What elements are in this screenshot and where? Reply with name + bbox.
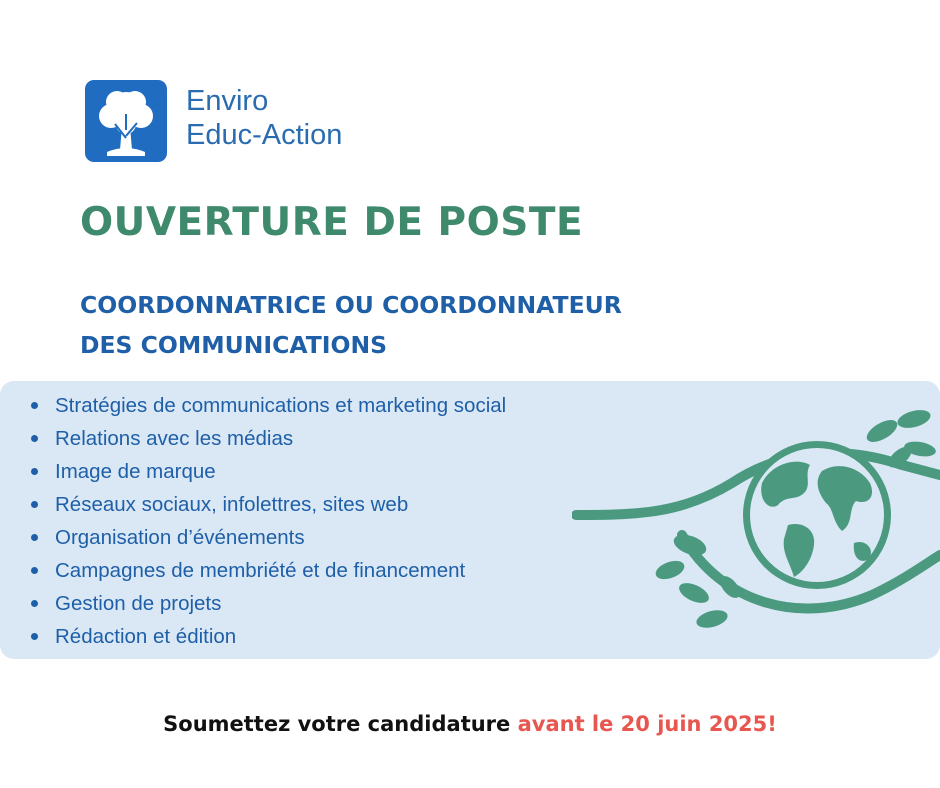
job-title-line-2: DES COMMUNICATIONS <box>80 331 388 359</box>
job-title <box>80 285 622 365</box>
duties-panel <box>0 381 940 659</box>
headline: OUVERTURE DE POSTE <box>80 200 584 245</box>
list-item: Stratégies de communications et marketing social <box>28 389 506 422</box>
list-item: Image de marque <box>28 455 506 488</box>
brand-name <box>186 84 342 152</box>
cta-deadline: avant le 20 juin 2025! <box>517 712 777 736</box>
globe-with-leaves-icon <box>572 405 940 641</box>
call-to-action <box>0 712 940 736</box>
brand-line-2: Educ-Action <box>186 119 343 151</box>
list-item: Gestion de projets <box>28 587 506 620</box>
list-item: Campagnes de membriété et de financement <box>28 554 506 587</box>
cta-text: Soumettez votre candidature <box>163 712 518 736</box>
list-item: Relations avec les médias <box>28 422 506 455</box>
job-title-line-1: COORDONNATRICE OU COORDONNATEUR <box>80 291 622 319</box>
list-item: Organisation d’événements <box>28 521 506 554</box>
tree-icon <box>85 80 167 162</box>
brand-line-1: Enviro <box>186 85 269 117</box>
list-item: Réseaux sociaux, infolettres, sites web <box>28 488 506 521</box>
list-item: Rédaction et édition <box>28 620 506 653</box>
duties-list <box>28 389 506 653</box>
